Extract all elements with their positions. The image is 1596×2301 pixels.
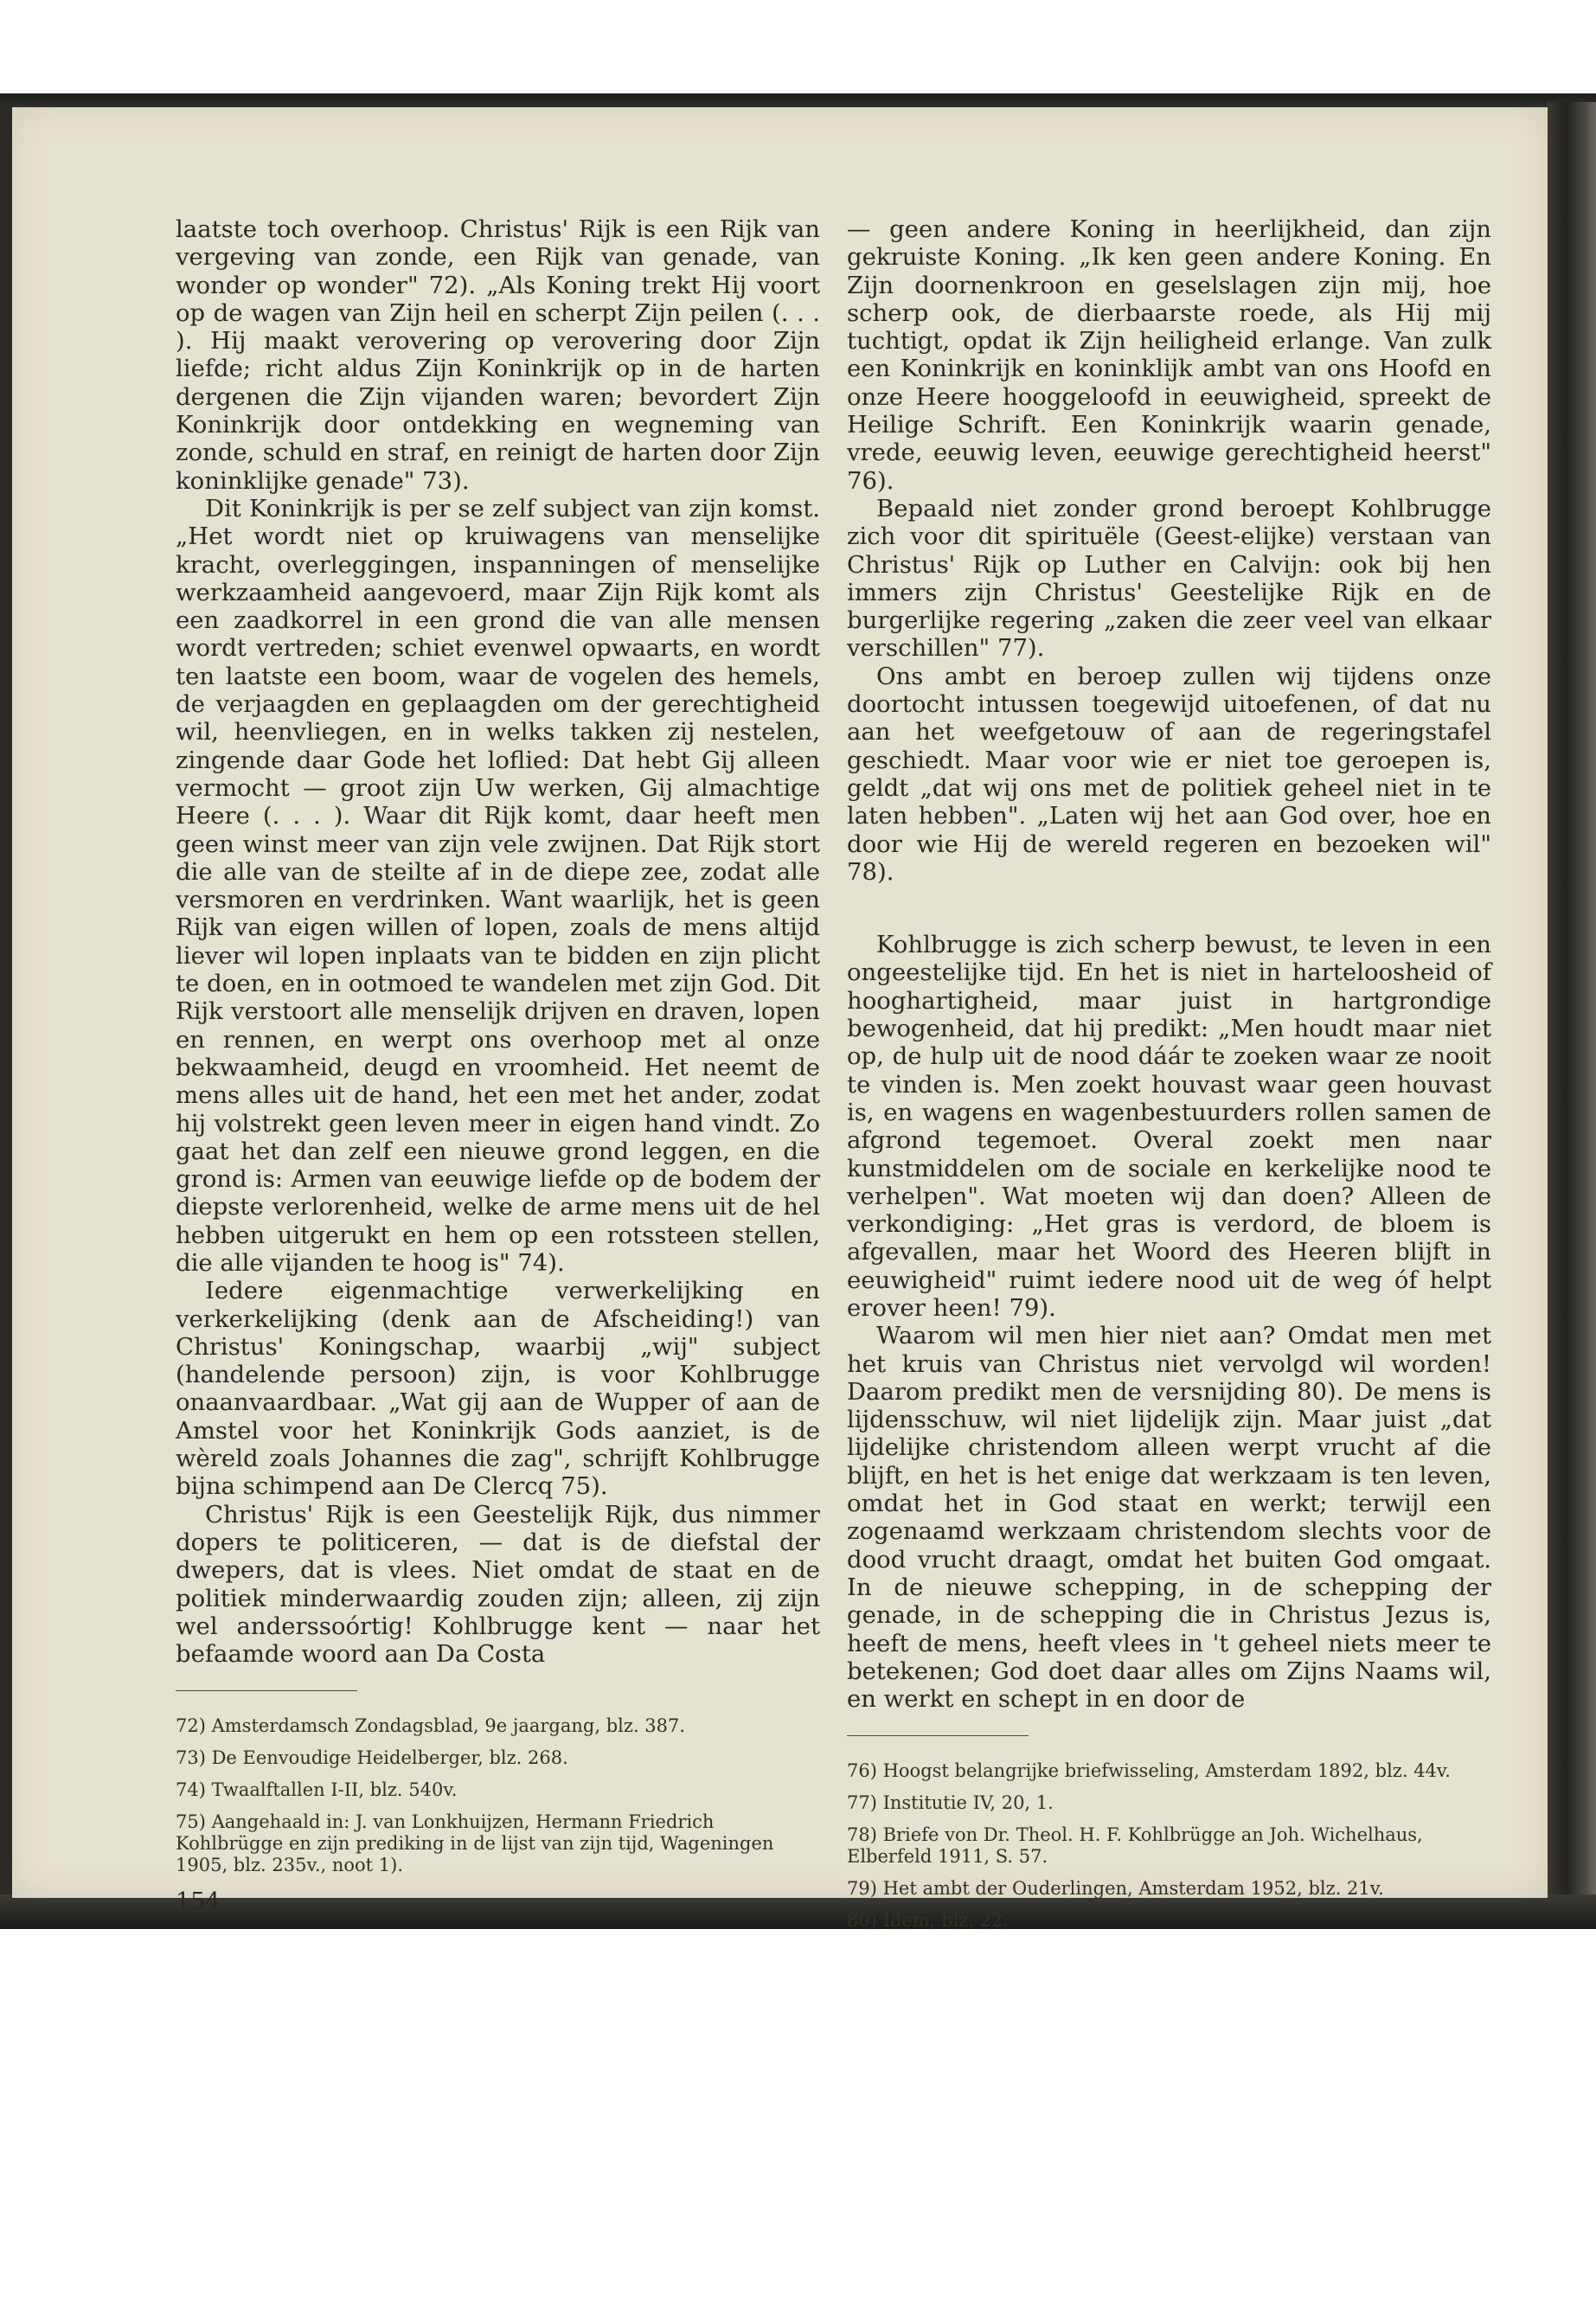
footnote-77: 77) Institutie IV, 20, 1. xyxy=(847,1792,1054,1814)
book-edge-left xyxy=(0,102,12,1927)
footnote-72: 72) Amsterdamsch Zondagsblad, 9e jaargang, blz. 387. xyxy=(176,1715,686,1737)
right-footnote-rule xyxy=(847,1735,1029,1736)
right-paragraph-3: Ons ambt en beroep zullen wij tijdens onze doortocht intussen toegewijd uitoefenen, of dat nu aan het weefgetouw of aan de regeringstafel geschiedt. Maar voor wie er niet toe geroepen is, geldt „dat wij ons met de politiek geheel niet in te laten hebben". „Laten wij het aan God over, hoe en door wie Hij de wereld regeren en bezoeken wil" 78). xyxy=(847,662,1491,886)
page-number: 154 xyxy=(176,1888,221,1916)
left-body-text xyxy=(176,215,820,1668)
footnote-78: 78) Briefe von Dr. Theol. H. F. Kohlbrügge an Joh. Wichelhaus, Elberfeld 1911, S. 57. xyxy=(847,1824,1423,1868)
book-edge-right xyxy=(1547,102,1596,1927)
footnote-73: 73) De Eenvoudige Heidelberger, blz. 268. xyxy=(176,1747,568,1769)
left-paragraph-2: Dit Koninkrijk is per se zelf subject van zijn komst. „Het wordt niet op kruiwagens van menselijke kracht, overleggingen, inspanningen of menselijke werkzaamheid aangevoerd, maar Zijn Rijk komt als een zaadkorrel in een grond die van alle mensen wordt vertreden; schiet evenwel opwaarts, en wordt ten laatste een boom, waar de vogelen des hemels, de verjaagden en geplaagden om der gerechtigheid wil, heenvliegen, en in welks takken zij nestelen, zingende daar Gode het loflied: Dat hebt Gij alleen vermocht — groot zijn Uw werken, Gij almachtige Heere (. . . ). Waar dit Rijk komt, daar heeft men geen winst meer van zijn vele zwijnen. Dat Rijk stort die alle van de steilte af in de diepe zee, zodat alle versmoren en verdrinken. Want waarlijk, het is geen Rijk van eigen willen of lopen, zoals de mens altijd liever wil lopen inplaats van te bidden en zijn plicht te doen, en in ootmoed te wandelen met zijn God. Dit Rijk verstoort alle menselijk drijven en draven, lopen en rennen, en werpt ons overhoop met al onze bekwaamheid, deugd en vroomheid. Het neemt de mens alles uit de hand, het een met het ander, zodat hij volstrekt geen leven meer in eigen hand vindt. Zo gaat het dan zelf een nieuwe grond leggen, en die grond is: Armen van eeuwige liefde op de bodem der diepste verlorenheid, welke de arme mens uit de hel hebben uitgerukt en hem op een rotssteen stellen, die alle vijanden te hoog is" 74). xyxy=(176,494,820,1277)
left-paragraph-3: Iedere eigenmachtige verwerkelijking en verkerkelijking (denk aan de Afscheiding!) van Christus' Koningschap, waarbij „wij" subject (handelende persoon) zijn, is voor Kohlbrugge onaanvaardbaar. „Wat gij aan de Wupper of aan de Amstel voor het Koninkrijk Gods aanziet, is de wèreld zoals Johannes die zag", schrijft Kohlbrugge bijna schimpend aan De Clercq 75). xyxy=(176,1277,820,1501)
right-paragraph-2: Bepaald niet zonder grond beroept Kohlbrugge zich voor dit spirituële (Geest-elijke) verstaan van Christus' Rijk op Luther en Calvijn: ook bij hen immers zijn Christus' Geestelijke Rijk en de burgerlijke regering „zaken die zeer veel van elkaar verschillen" 77). xyxy=(847,494,1491,663)
footnote-79: 79) Het ambt der Ouderlingen, Amsterdam 1952, blz. 21v. xyxy=(847,1878,1384,1900)
footnote-74: 74) Twaalftallen I-II, blz. 540v. xyxy=(176,1779,458,1801)
left-paragraph-1: laatste toch overhoop. Christus' Rijk is een Rijk van vergeving van zonde, een Rijk van genade, van wonder op wonder" 72). „Als Koning trekt Hij voort op de wagen van Zijn heil en scherpt Zijn peilen (. . . ). Hij maakt verovering op verovering door Zijn liefde; richt aldus Zijn Koninkrijk op in de harten dergenen die Zijn vijanden waren; bevordert Zijn Koninkrijk door ontdekking en wegneming van zonde, schuld en straf, en reinigt de harten door Zijn koninklijke genade" 73). xyxy=(176,215,820,495)
right-footnotes xyxy=(847,1760,1491,1932)
left-footnotes xyxy=(176,1715,820,1876)
left-paragraph-4: Christus' Rijk is een Geestelijk Rijk, dus nimmer dopers te politiceren, — dat is de diefstal der dwepers, dat is vlees. Niet omdat de staat en de politiek minderwaardig zouden zijn; alleen, zij zijn wel anderssoórtig! Kohlbrugge kent — naar het befaamde woord aan Da Costa xyxy=(176,1500,820,1669)
book-page xyxy=(12,107,1548,1932)
footnote-75: 75) Aangehaald in: J. van Lonkhuijzen, Hermann Friedrich Kohlbrügge en zijn prediking in de lijst van zijn tijd, Wageningen 1905, blz. 235v., noot 1). xyxy=(176,1811,774,1876)
left-footnote-rule xyxy=(176,1690,357,1691)
right-paragraph-1: — geen andere Koning in heerlijkheid, dan zijn gekruiste Koning. „Ik ken geen andere Koning. En Zijn doornenkroon en geselslagen zijn mij, hoe scherp ook, de dierbaarste roede, als Hij mij tuchtigt, opdat ik Zijn heiligheid erlange. Van zulk een Koninkrijk en koninklijk ambt van ons Hoofd en onze Heere hooggeloofd in eeuwigheid, spreekt de Heilige Schrift. Een Koninkrijk waarin genade, vrede, eeuwig leven, eeuwige gerechtigheid heerst" 76). xyxy=(847,215,1491,495)
right-paragraph-5: Waarom wil men hier niet aan? Omdat men met het kruis van Christus niet vervolgd wil worden! Daarom predikt men de versnijding 80). De mens is lijdensschuw, wil niet lijdelijk zijn. Maar juist „dat lijdelijke christendom alleen werpt vrucht af die blijft, en het is het enige dat werkzaam is ten leven, omdat het in God staat en werkt; terwijl een zogenaamd werkzaam christendom slechts voor de dood vrucht draagt, omdat het buiten God omgaat. In de nieuwe schepping, in de schepping der genade, in de schepping die in Christus Jezus is, heeft de mens, heeft vlees in 't geheel niets meer te betekenen; God doet daar alles om Zijns Naams wil, en werkt en schept in en door de xyxy=(847,1322,1491,1714)
footnote-80: 80) Idem, blz. 22. xyxy=(847,1910,1009,1932)
footnote-76: 76) Hoogst belangrijke briefwisseling, Amsterdam 1892, blz. 44v. xyxy=(847,1760,1451,1782)
right-column xyxy=(847,215,1491,1942)
right-paragraph-4: Kohlbrugge is zich scherp bewust, te leven in een ongeestelijke tijd. En het is niet in harteloosheid of hooghartigheid, maar juist in hartgrondige bewogenheid, dat hij predikt: „Men houdt maar niet op, de hulp uit de nood dáár te zoeken waar ze nooit te vinden is. Men zoekt houvast waar geen houvast is, en wagens en wagenbestuurders rollen samen de afgrond tegemoet. Overal zoekt men naar kunstmiddelen om de sociale en kerkelijke nood te verhelpen". Wat moeten wij dan doen? Alleen de verkondiging: „Het gras is verdord, de bloem is afgevallen, maar het Woord des Heeren blijft in eeuwigheid" ruimt iedere nood uit de weg óf helpt erover heen! 79). xyxy=(847,931,1491,1322)
right-body-text xyxy=(847,215,1491,1713)
paragraph-gap xyxy=(847,886,1491,931)
left-column xyxy=(176,215,820,1915)
